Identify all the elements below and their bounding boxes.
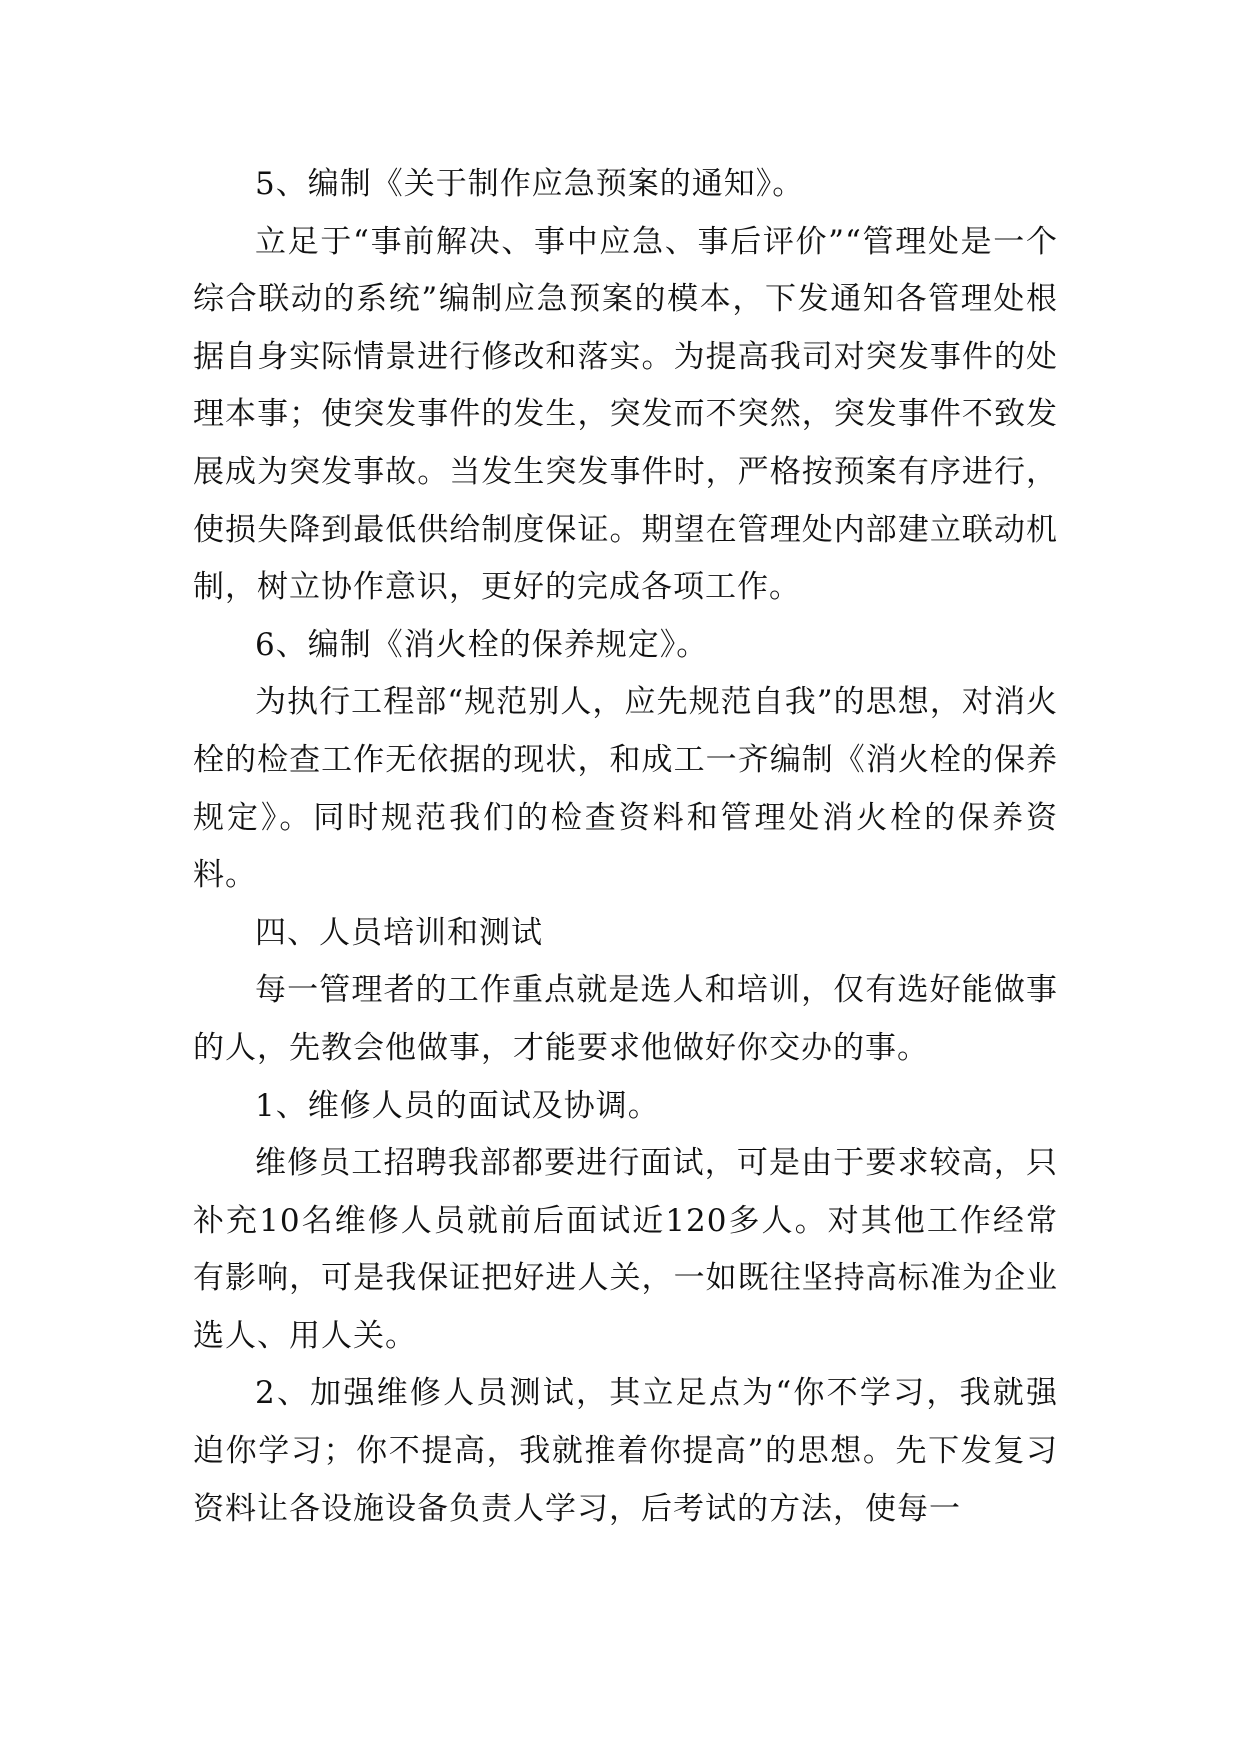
document-body [193,156,1058,1538]
paragraph-manager-focus: 每一管理者的工作重点就是选人和培训，仅有选好能做事的人，先教会他做事，才能要求他做好你交办的事。 [193,972,1058,1066]
heading-item-5: 5、编制《关于制作应急预案的通知》。 [255,166,805,202]
paragraph-interviews: 维修员工招聘我部都要进行面试，可是由于要求较高，只补充10名维修人员就前后面试近120多人。对其他工作经常有影响，可是我保证把好进人关，一如既往坚持高标准为企业选人、用人关。 [193,1145,1058,1354]
section-heading-training: 四、人员培训和测试 [255,914,543,951]
paragraph-testing: 2、加强维修人员测试，其立足点为“你不学习，我就强迫你学习；你不提高，我就推着你提高”的思想。先下发复习资料让各设施设备负责人学习，后考试的方法，使每一 [193,1375,1058,1527]
heading-item-1: 1、维修人员的面试及协调。 [255,1087,660,1124]
paragraph-emergency-plan: 立足于“事前解决、事中应急、事后评价”“管理处是一个综合联动的系统”编制应急预案的模本，下发通知各管理处根据自身实际情景进行修改和落实。为提高我司对突发事件的处理本事；使突发事件的发生，突发而不突然，突发事件不致发展成为突发事故。当发生突发事件时，严格按预案有序进行，使损失降到最低供给制度保证。期望在管理处内部建立联动机制，树立协作意识，更好的完成各项工作。 [193,223,1058,606]
heading-item-6: 6、编制《消火栓的保养规定》。 [255,626,709,663]
paragraph-hydrant-maintenance: 为执行工程部“规范别人，应先规范自我”的思想，对消火栓的检查工作无依据的现状，和成工一齐编制《消火栓的保养规定》。同时规范我们的检查资料和管理处消火栓的保养资料。 [193,684,1058,894]
